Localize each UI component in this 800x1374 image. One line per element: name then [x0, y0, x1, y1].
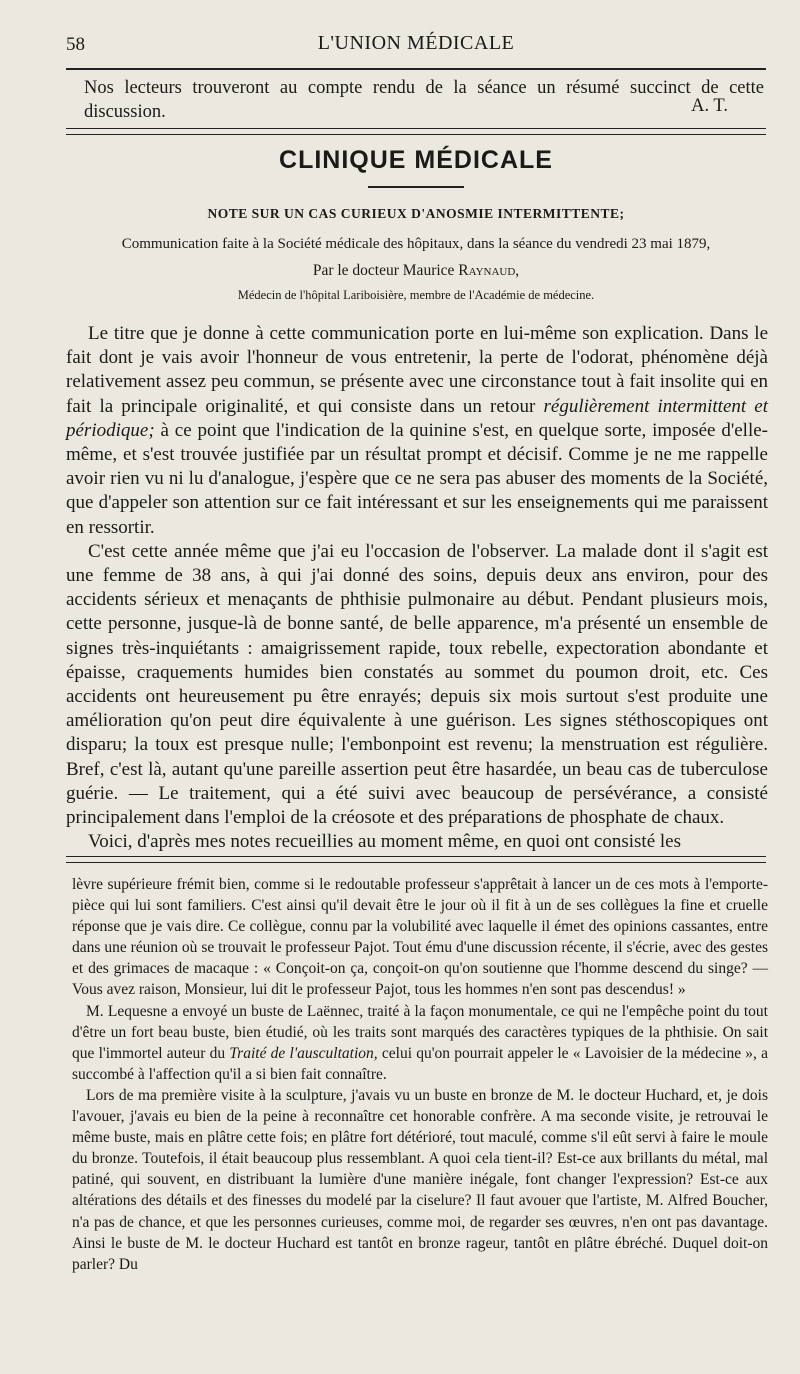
feuilleton-paragraph-1: lèvre supérieure frémit bien, comme si le redoutable professeur s'apprêtait à lancer un de ces mots à l'emporte-pièce qui lui sont familiers. C'est ainsi qu'il devait être le jour où il fit à un de ses collègues la fine et cruelle réponse que je vais dire. Ce collègue, connu par la volubilité avec laquelle il émet des opinions cassantes, entre dans une réunion où se trouvait le professeur Pajot. Tout ému d'une discussion récente, il s'écrie, avec des gestes et des grimaces de macaque : « Conçoit-on ça, conçoit-on qu'on soutienne que l'homme descend du singe? — Vous avez raison, Monsieur, lui dit le professeur Pajot, tous les hommes n'en sont pas descendus! » — [72, 876, 768, 999]
author-prefix: Par le docteur Maurice — [312, 262, 459, 279]
communication-line: Communication faite à la Société médicale des hôpitaux, dans la séance du vendredi 23 mai 1879, — [121, 236, 711, 252]
feuilleton-text-span: celui qu'on pourrait appeler le « Lavoisier de la médecine », a succombé à l'affection qu'il a si bien fait connaître. — [72, 1044, 769, 1083]
section-divider — [66, 128, 766, 135]
page-number: 58 — [66, 34, 85, 55]
intro-signature: A. T. — [691, 96, 728, 116]
title-underline — [368, 186, 464, 188]
running-header — [66, 30, 766, 60]
author-line — [66, 262, 766, 280]
feuilleton-paragraph-3: Lors de ma première visite à la sculpture, j'avais vu un buste en bronze de M. le docteur Huchard, et, je dois l'avouer, j'avais eu bien de la peine à reconnaître cet honorable confrère. A ma seconde visite, je retrouvai le même buste, mais en plâtre cette fois; en plâtre fort détérioré, tout maculé, comme s'il eût servi à faire le moule du bronze. Toutefois, il était beaucoup plus ressemblant. A quoi cela tient-il? Est-ce aux brillants du métal, mal patiné, qui souvent, en distribuant la lumière d'une manière inégale, font changer l'expression? Est-ce aux altérations des détails et des finesses du modelé par la ciselure? Il faut avouer que l'artiste, M. Alfred Boucher, n'a pas de chance, et que les personnes curieuses, comme moi, de regarder ses œuvres, n'en ont pas davantage. Ainsi le buste de M. le docteur Huchard est tantôt en bronze rageur, tantôt en plâtre ébréché. Duquel doit-on parler? Du — [72, 1086, 768, 1273]
article-body — [66, 322, 768, 854]
body-paragraph-1 — [66, 322, 768, 540]
body-paragraph-3: Voici, d'après mes notes recueillies au moment même, en quoi ont consisté les — [88, 831, 681, 853]
feuilleton-divider — [66, 856, 766, 863]
body-paragraph-2: C'est cette année même que j'ai eu l'occasion de l'observer. La malade dont il s'agit est une femme de 38 ans, à qui j'ai donné des soins, depuis deux ans environ, pour des accidents sérieux et menaçants de phthisie pulmonaire au début. Pendant plusieurs mois, cette personne, jusque-là de bonne santé, de belle apparence, m'a présenté un ensemble de signes très-inquiétants : amaigrissement rapide, toux rebelle, expectoration abondante et épaisse, craquements humides bien constatés au sommet du poumon droit, etc. Ces accidents ont heureusement pu être enrayés; depuis six mois surtout s'est produite une amélioration qu'on peut dire équivalente à une guérison. Les signes stéthoscopiques ont disparu; la toux est presque nulle; l'embonpoint est revenu; la menstruation est régulière. Bref, c'est là, autant qu'une pareille assertion peut être hasardée, un beau cas de tuberculose guérie. — Le traitement, qui a été suivi avec beaucoup de persévérance, a consisté principalement dans l'emploi de la créosote et des préparations de phosphate de chaux. — [66, 540, 768, 829]
section-title: CLINIQUE MÉDICALE — [279, 146, 553, 174]
author-name: Raynaud, — [458, 262, 520, 279]
feuilleton-text — [72, 874, 768, 1275]
feuilleton-italic-title: Traité de l'auscultation, — [229, 1044, 378, 1062]
intro-text: Nos lecteurs trouveront au compte rendu de la séance un résumé succinct de cette discussion. — [84, 78, 764, 122]
body-italic-phrase: régulièrement intermittent et périodique; — [66, 395, 768, 441]
note-title: NOTE SUR UN CAS CURIEUX D'ANOSMIE INTERMITTENTE; — [207, 206, 625, 221]
body-text-span: Le titre que je donne à cette communication porte en lui-même son explication. Dans le fait dont je vais avoir l'honneur de vous entretenir, la perte de l'odorat, phénomène déjà relativement assez peu commun, se présente avec une circonstance tout à fait insolite qui en fait la principale originalité, et qui consiste dans un retour — [66, 323, 768, 417]
feuilleton-paragraph-2 — [72, 1001, 768, 1085]
body-text-span: à ce point que l'indication de la quinine s'est, en quelque sorte, imposée d'elle-même, et s'est trouvée justifiée par un résultat prompt et décisif. Comme je ne me rappelle avoir rien vu ni lu d'analogue, j'espère que ce ne sera pas abuser des moments de la Société, que d'appeler son attention sur ce fait intéressant et sur les enseignements qui me paraissent en ressortir. — [66, 419, 768, 538]
header-rule — [66, 68, 766, 70]
journal-title: L'UNION MÉDICALE — [317, 32, 515, 54]
intro-paragraph — [84, 76, 764, 124]
author-affiliation: Médecin de l'hôpital Lariboisière, membre de l'Académie de médecine. — [237, 288, 595, 302]
feuilleton-text-span: M. Lequesne a envoyé un buste de Laënnec, traité à la façon monumentale, ce qui ne l'empêche point du tout d'être un fort beau buste, bien étudié, où les traits sont marqués des caractères typiques de la phthisie. On sait que l'immortel auteur du — [72, 1002, 768, 1062]
